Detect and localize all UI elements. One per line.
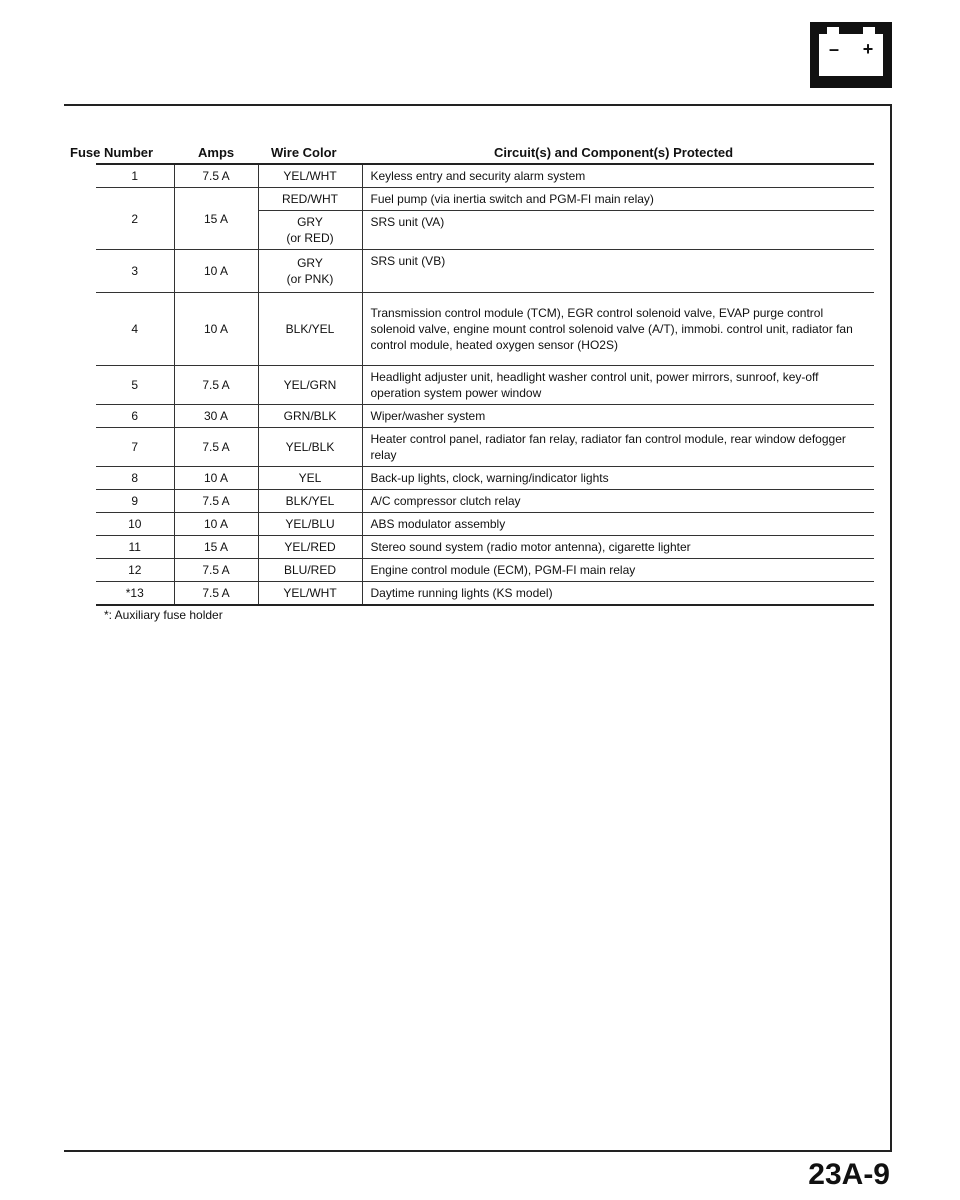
amps-cell: 10 A <box>174 467 258 490</box>
wire-color-alt: (or PNK) <box>286 272 334 286</box>
battery-icon <box>810 22 892 88</box>
fuse-number-cell: 8 <box>96 467 174 490</box>
bottom-rule <box>64 1150 892 1152</box>
fuse-number-cell: 7 <box>96 428 174 467</box>
circuit-cell: A/C compressor clutch relay <box>362 490 874 513</box>
table-row <box>96 559 874 582</box>
table-row <box>96 428 874 467</box>
fuse-table <box>96 163 874 606</box>
page-number: 23A-9 <box>808 1158 890 1191</box>
wire-color-cell: YEL/BLK <box>258 428 362 467</box>
table-row <box>96 536 874 559</box>
table-row <box>96 582 874 606</box>
table-row <box>96 250 874 293</box>
table-row <box>96 293 874 366</box>
right-rule <box>890 104 892 1152</box>
amps-cell: 10 A <box>174 250 258 293</box>
wire-color-cell: BLK/YEL <box>258 490 362 513</box>
amps-cell: 10 A <box>174 513 258 536</box>
wire-color-cell <box>258 250 362 293</box>
wire-color-cell: RED/WHT <box>258 188 362 211</box>
amps-cell: 15 A <box>174 188 258 250</box>
table-row <box>96 490 874 513</box>
amps-cell: 7.5 A <box>174 366 258 405</box>
fuse-number-cell: 11 <box>96 536 174 559</box>
wire-color-cell: YEL/GRN <box>258 366 362 405</box>
wire-color-cell: YEL/WHT <box>258 164 362 188</box>
fuse-number-cell: 3 <box>96 250 174 293</box>
circuit-cell: ABS modulator assembly <box>362 513 874 536</box>
amps-cell: 10 A <box>174 293 258 366</box>
amps-cell: 15 A <box>174 536 258 559</box>
wire-color-cell: YEL/BLU <box>258 513 362 536</box>
fuse-number-cell: 6 <box>96 405 174 428</box>
amps-cell: 7.5 A <box>174 582 258 606</box>
amps-cell: 30 A <box>174 405 258 428</box>
circuit-cell: Keyless entry and security alarm system <box>362 164 874 188</box>
header-amps: Amps <box>198 145 235 160</box>
circuit-cell: Fuel pump (via inertia switch and PGM-FI main relay) <box>362 188 874 211</box>
table-row <box>96 188 874 211</box>
fuse-number-cell: 10 <box>96 513 174 536</box>
top-rule <box>64 104 892 106</box>
wire-color-cell: BLU/RED <box>258 559 362 582</box>
circuit-cell: Transmission control module (TCM), EGR control solenoid valve, EVAP purge control solenoid valve, engine mount control solenoid valve (A/T), immobi. control unit, radiator fan control module, heated oxygen sensor (HO2S) <box>362 293 874 366</box>
wire-color-line: GRY <box>297 215 323 229</box>
circuit-cell: SRS unit (VA) <box>362 211 874 250</box>
table-row <box>96 405 874 428</box>
circuit-cell: Engine control module (ECM), PGM-FI main relay <box>362 559 874 582</box>
wire-color-line: GRY <box>297 256 323 270</box>
circuit-cell: Daytime running lights (KS model) <box>362 582 874 606</box>
amps-cell: 7.5 A <box>174 490 258 513</box>
header-wire-color: Wire Color <box>271 145 337 160</box>
amps-cell: 7.5 A <box>174 164 258 188</box>
fuse-number-cell: 2 <box>96 188 174 250</box>
wire-color-cell: BLK/YEL <box>258 293 362 366</box>
table-row <box>96 164 874 188</box>
table-row <box>96 366 874 405</box>
footnote: *: Auxiliary fuse holder <box>104 608 223 622</box>
wire-color-cell: YEL/RED <box>258 536 362 559</box>
battery-minus-label: – <box>828 39 840 59</box>
fuse-number-cell: 9 <box>96 490 174 513</box>
fuse-number-cell: 5 <box>96 366 174 405</box>
circuit-cell: Wiper/washer system <box>362 405 874 428</box>
header-circuits: Circuit(s) and Component(s) Protected <box>494 145 734 160</box>
amps-cell: 7.5 A <box>174 428 258 467</box>
wire-color-cell: GRN/BLK <box>258 405 362 428</box>
wire-color-cell <box>258 211 362 250</box>
fuse-number-cell: 12 <box>96 559 174 582</box>
header-fuse-number: Fuse Number <box>70 145 154 160</box>
battery-plus-label: + <box>862 39 874 59</box>
circuit-cell: Back-up lights, clock, warning/indicator lights <box>362 467 874 490</box>
wire-color-cell: YEL <box>258 467 362 490</box>
amps-cell: 7.5 A <box>174 559 258 582</box>
table-row <box>96 467 874 490</box>
fuse-number-cell: 4 <box>96 293 174 366</box>
circuit-cell: Stereo sound system (radio motor antenna), cigarette lighter <box>362 536 874 559</box>
fuse-number-cell: 1 <box>96 164 174 188</box>
circuit-cell: Heater control panel, radiator fan relay, radiator fan control module, rear window defogger relay <box>362 428 874 467</box>
wire-color-alt: (or RED) <box>286 231 334 245</box>
circuit-cell: Headlight adjuster unit, headlight washer control unit, power mirrors, sunroof, key-off operation system power window <box>362 366 874 405</box>
fuse-number-cell: *13 <box>96 582 174 606</box>
circuit-cell: SRS unit (VB) <box>362 250 874 293</box>
wire-color-cell: YEL/WHT <box>258 582 362 606</box>
table-row <box>96 513 874 536</box>
